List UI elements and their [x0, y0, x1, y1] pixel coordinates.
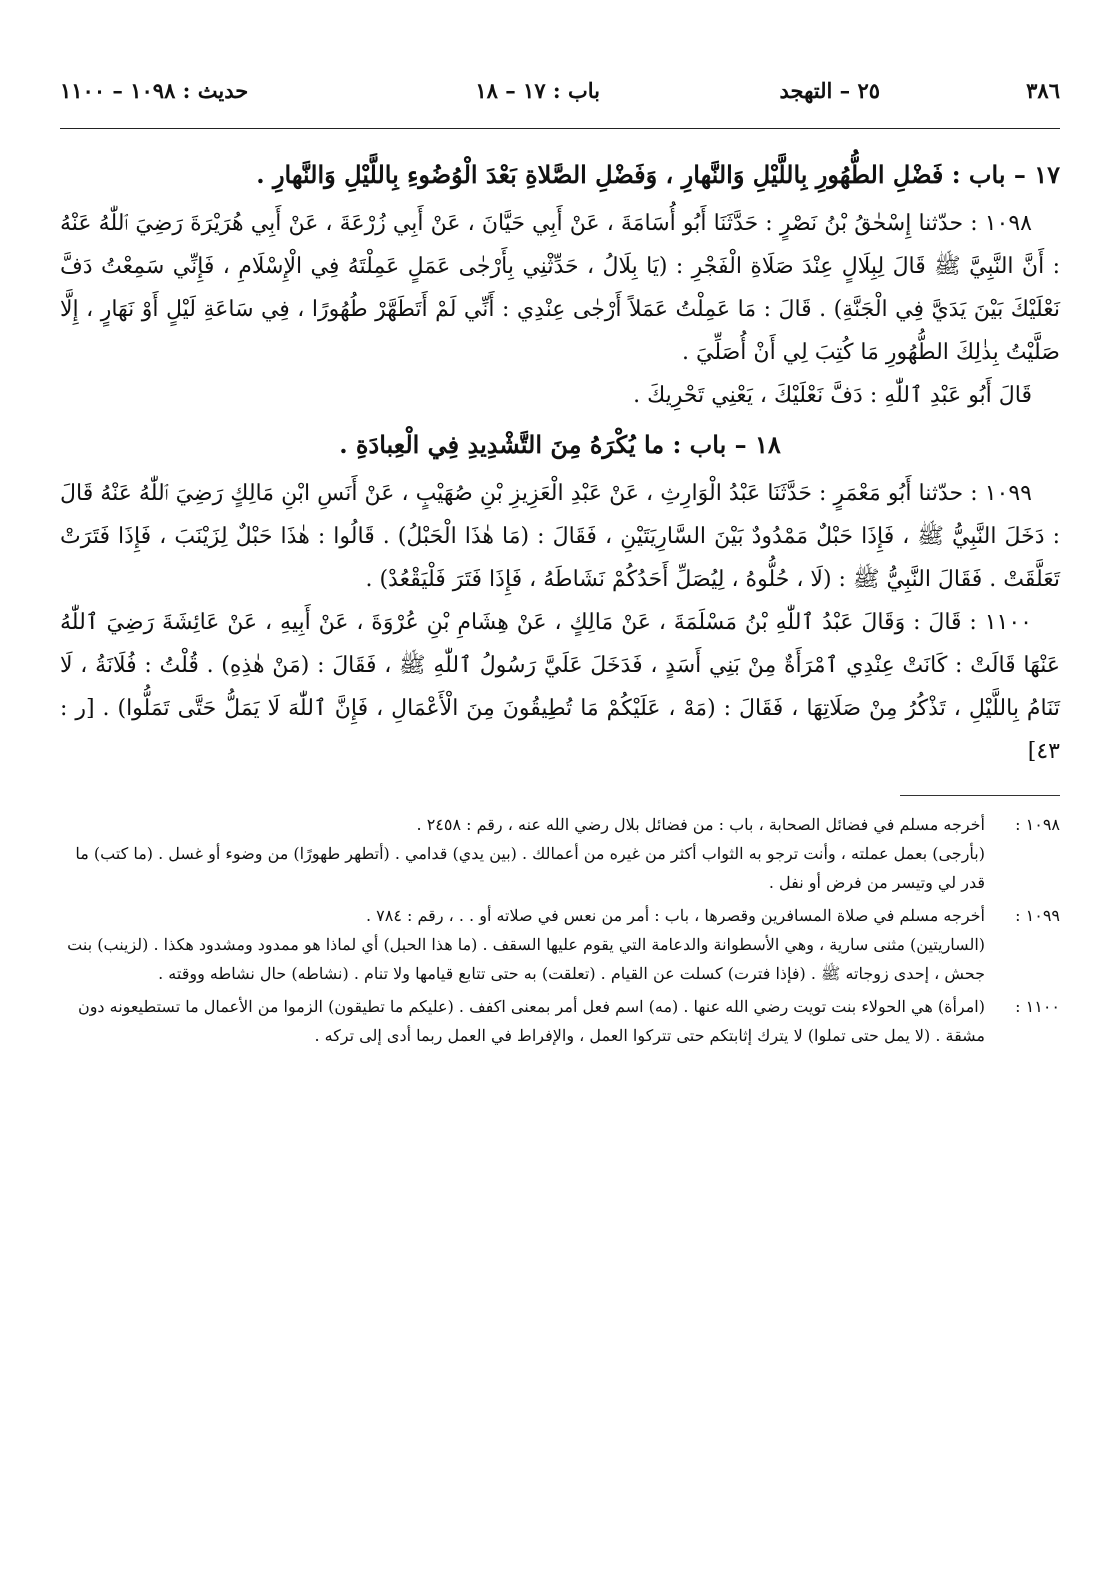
hadith-1098: ١٠٩٨ : حدّثنا إِسْحٰقُ بْنُ نَصْرٍ : حَدَّثَنَا أَبُو أُسَامَةَ ، عَنْ أَبِي حَيَّانَ ، عَنْ أَبِي زُرْعَةَ ، عَنْ أَبِي هُرَيْرَةَ رَضِيَ ٱللّٰهُ عَنْهُ : أَنَّ النَّبِيَّ ﷺ قَالَ لِبِلَالٍ عِنْدَ صَلَاةِ الْفَجْرِ : (يَا بِلَالُ ، حَدِّثْنِي بِأَرْجٰى عَمَلٍ عَمِلْتَهُ فِي الْإِسْلَامِ ، فَإِنِّي سَمِعْتُ دَفَّ نَعْلَيْكَ بَيْنَ يَدَيَّ فِي الْجَنَّةِ) . قَالَ : مَا عَمِلْتُ عَمَلاً أَرْجٰى عِنْدِي : أَنِّي لَمْ أَتَطَهَّرْ طُهُورًا ، فِي سَاعَةِ لَيْلٍ أَوْ نَهَارٍ ، إِلَّا صَلَّيْتُ بِذٰلِكَ الطُّهُورِ مَا كُتِبَ لِي أَنْ أُصَلِّيَ .: [60, 211, 1060, 365]
hadith-1098-note: قَالَ أَبُو عَبْدِ ٱللّٰهِ : دَفَّ نَعْلَيْكَ ، يَعْنِي تَحْرِيكَ .: [633, 383, 1032, 408]
footnote-number: ١٠٩٩ :: [1015, 906, 1060, 925]
footnote-1100: [60, 992, 1060, 1050]
hadith-1099: ١٠٩٩ : حدّثنا أَبُو مَعْمَرٍ : حَدَّثَنَا عَبْدُ الْوَارِثِ ، عَنْ عَبْدِ الْعَزِيزِ بْنِ صُهَيْبٍ ، عَنْ أَنَسِ ابْنِ مَالِكٍ رَضِيَ ٱللّٰهُ عَنْهُ قَالَ : دَخَلَ النَّبِيُّ ﷺ ، فَإِذَا حَبْلٌ مَمْدُودٌ بَيْنَ السَّارِيَتَيْنِ ، فَقَالَ : (مَا هٰذَا الْحَبْلُ) . قَالُوا : هٰذَا حَبْلٌ لِزَيْنَبَ ، فَإِذَا فَتَرَتْ تَعَلَّقَتْ . فَقَالَ النَّبِيُّ ﷺ : (لَا ، حُلُّوهُ ، لِيُصَلِّ أَحَدُكُمْ نَشَاطَهُ ، فَإِذَا فَتَرَ فَلْيَقْعُدْ) .: [60, 481, 1060, 592]
footnotes: [60, 810, 1060, 1050]
footnote-line: (الساريتين) مثنى سارية ، وهي الأسطوانة والدعامة التي يقوم عليها السقف . (ما هذا الحبل) أي لماذا هو ممدود ومشدود هكذا . (لزينب) بنت جحش ، إحدى زوجاته ﷺ . (فإذا فترت) كسلت عن القيام . (تعلقت) به حتى تتابع قيامها ولا تنام . (نشاطه) حال نشاطه ووقته .: [67, 935, 985, 983]
chapter-range: باب : ١٧ – ١٨: [475, 78, 600, 103]
footnote-1098: [60, 810, 1060, 897]
footnote-1099: [60, 901, 1060, 988]
footnote-line: (امرأة) هي الحولاء بنت تويت رضي الله عنها . (مه) اسم فعل أمر بمعنى اكفف . (عليكم ما تطيقون) الزموا من الأعمال ما تستطيعونه دون مشقة . (لا يمل حتى تملوا) لا يترك إثابتكم حتى تتركوا العمل ، والإفراط في العمل ربما أدى إلى تركه .: [77, 997, 985, 1045]
page-number: ٣٨٦: [1026, 78, 1060, 103]
footnote-line: (بأرجى) بعمل عملته ، وأنت ترجو به الثواب أكثر من غيره من أعمالك . (بين يدي) قدامي . (أتطهر طهورًا) من وضوء أو غسل . (ما كتب) ما قدر لي وتيسر من فرض أو نفل .: [75, 844, 985, 892]
book-page: [60, 70, 1060, 1054]
chapter-heading-18: ١٨ – باب : ما يُكْرَهُ مِنَ التَّشْدِيدِ فِي الْعِبادَةِ .: [339, 430, 781, 459]
footnote-line: أخرجه مسلم في فضائل الصحابة ، باب : من فضائل بلال رضي الله عنه ، رقم : ٢٤٥٨ .: [416, 815, 985, 834]
footnote-number: ١٠٩٨ :: [1015, 815, 1060, 834]
hadith-range: حديث : ١٠٩٨ – ١١٠٠: [60, 78, 249, 103]
chapter-heading-17: ١٧ – باب : فَضْلِ الطُّهُورِ بِاللَّيْلِ وَالنَّهارِ ، وَفَضْلِ الصَّلاةِ بَعْدَ الْوُضُوءِ بِاللَّيْلِ وَالنَّهارِ .: [256, 160, 1060, 189]
footnote-rule: [900, 795, 1060, 796]
main-text: [60, 153, 1060, 773]
footnote-line: أخرجه مسلم في صلاة المسافرين وقصرها ، باب : أمر من نعس في صلاته أو . . ، رقم : ٧٨٤ .: [366, 906, 985, 925]
book-title: ٢٥ – التهجد: [779, 78, 880, 103]
running-header: [60, 70, 1060, 110]
footnote-number: ١١٠٠ :: [1015, 997, 1060, 1016]
header-rule: [60, 128, 1060, 129]
hadith-1100: ١١٠٠ : قَالَ : وَقَالَ عَبْدُ ٱللّٰهِ بْنُ مَسْلَمَةَ ، عَنْ مَالِكٍ ، عَنْ هِشَامِ بْنِ عُرْوَةَ ، عَنْ أَبِيهِ ، عَنْ عَائِشَةَ رَضِيَ ٱللّٰهُ عَنْهَا قَالَتْ : كَانَتْ عِنْدِي ٱمْرَأَةٌ مِنْ بَنِي أَسَدٍ ، فَدَخَلَ عَلَيَّ رَسُولُ ٱللّٰهِ ﷺ ، فَقَالَ : (مَنْ هٰذِهِ) . قُلْتُ : فُلَانَةُ ، لَا تَنَامُ بِاللَّيْلِ ، تَذْكُرُ مِنْ صَلَاتِهَا ، فَقَالَ : (مَهْ ، عَلَيْكُمْ مَا تُطِيقُونَ مِنَ الْأَعْمَالِ ، فَإِنَّ ٱللّٰهَ لَا يَمَلُّ حَتَّى تَمَلُّوا) . [ر : ٤٣]: [60, 610, 1060, 764]
